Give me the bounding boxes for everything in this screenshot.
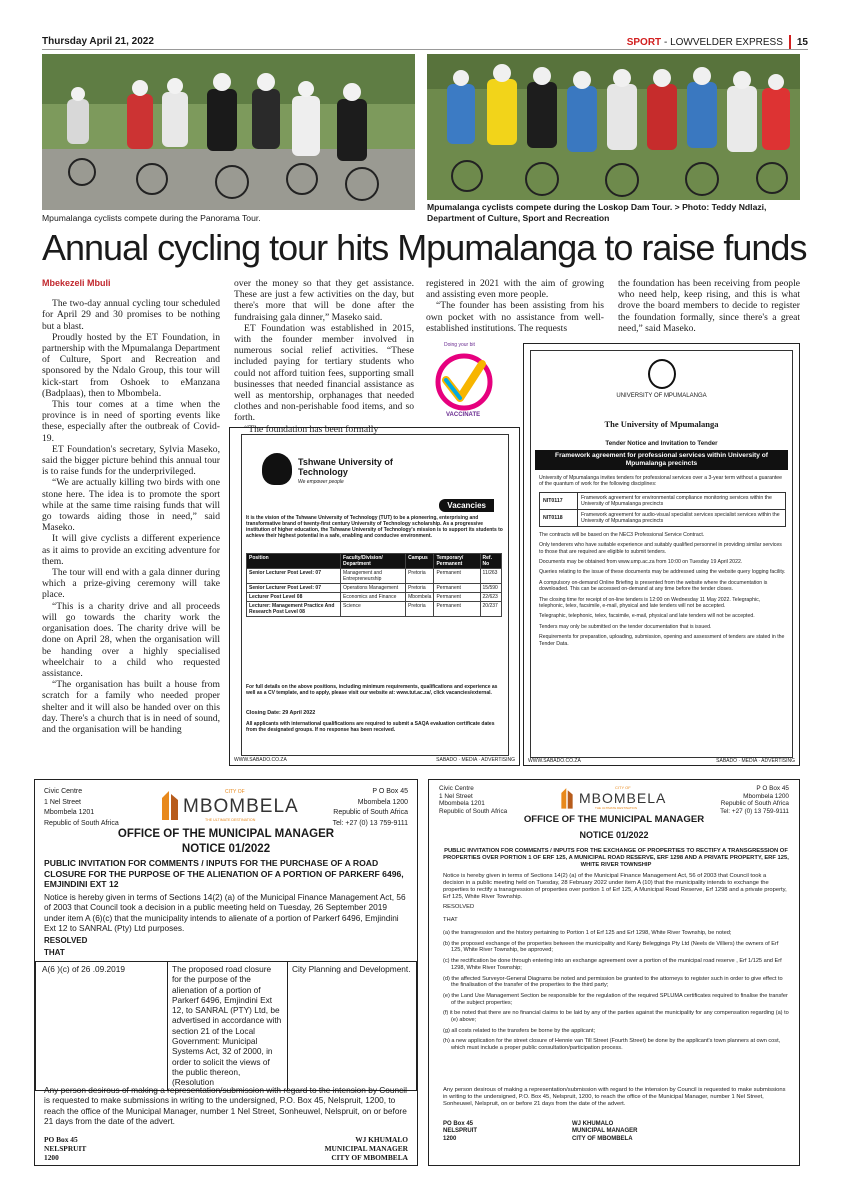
- mbombela-left-signature-address: [44, 1135, 86, 1162]
- ump-paragraph: A compulsory on-demand Online Briefing is presented from the website where the documentation is downloaded. This can be accessed on-demand at any time before the tender closes.: [539, 579, 768, 593]
- ump-banner: Framework agreement for professional services within University of Mpumalanga precincts: [535, 450, 788, 470]
- mbombela-right-body: Notice is hereby given in terms of Sections 14(2) (a) of the Municipal Finance Management Act, 56 of 2003 that Council took a decision in a public meeting held on Tuesday, 28 February 2022 under item A (10) that the municipality intends to exchange the properties to rectify a transgression of properties over portion 1 of Erf 125, A Municipal Road Reserve, Erf 1298 and a private property, Erf 125, White River Township.: [443, 873, 787, 900]
- photo-panorama-tour: [42, 54, 415, 210]
- ump-paragraph: Only tenderers who have suitable experience and suitably qualified personnel in providing similar services to those that are required are eligible to submit tenders.: [539, 542, 782, 555]
- mbombela-left-resolution-table: [35, 961, 417, 1091]
- mbombela-left-that: THAT: [44, 948, 65, 957]
- address-line: NELSPRUIT: [443, 1128, 478, 1135]
- tut-footer-website: WWW.SABADO.CO.ZA: [234, 757, 287, 763]
- tut-table-cell: 22/623: [480, 593, 501, 602]
- mbombela-right-that: THAT: [443, 917, 458, 923]
- tut-positions-table: [246, 553, 502, 617]
- photo-caption-left: Mpumalanga cyclists compete during the Panorama Tour.: [42, 213, 261, 223]
- ump-intro: University of Mpumalanga invites tenders for professional services over a 3-year term without a guarantee of the quantum of work for the following disciplines:: [539, 475, 783, 488]
- mbombela-right-closing: Any person desirous of making a representation/submission with regard to the intension by Council is requested to make submissions in writing to the undersigned, P.O. Box 45, Nelspruit, 1200, to reach the office of the Municipal Manager, number 1 Nel Street, Sonheuwel, Nelspruit, on or before 21 days from the date of the advert.: [443, 1087, 786, 1107]
- article-paragraph: “This is a charity drive and all proceeds will go towards the charity work the organisation does. The charity drive will be done on April 28, when the organisation will be handing over a highly specialised wheelchair to a child who requested assistance.: [42, 600, 220, 679]
- address-line: Republic of South Africa: [439, 807, 508, 815]
- photo-loskop-dam-tour: [427, 54, 800, 200]
- mbombela-right-signature-address: [443, 1121, 477, 1143]
- ump-paragraph: Telegraphic, telephonic, telex, facsimile, e-mail, physical and late tenders will not be accepted.: [539, 613, 755, 620]
- tut-table-cell: Lecturer: Management Practice And Research Post Level 08: [247, 602, 341, 617]
- vaccinate-top-text: Doing your bit: [444, 342, 475, 348]
- article-paragraph: It will give cyclists a different experience as it aims to provide an exciting adventure for them.: [42, 533, 220, 567]
- ump-tender-cell: Framework agreement for environmental compliance monitoring services within the University of Mpumalanga precincts: [578, 492, 786, 509]
- mbombela-logo-icon: [559, 786, 575, 810]
- article-paragraph: “The foundation has been formally: [244, 423, 379, 435]
- ump-tenders-table: [539, 492, 786, 527]
- mbombela-right-office: OFFICE OF THE MUNICIPAL MANAGER: [523, 814, 705, 825]
- mbombela-right-notice: NOTICE 01/2022: [579, 830, 649, 840]
- address-line: P O Box 45: [372, 788, 408, 795]
- tut-table-header: Campus: [406, 554, 434, 569]
- vaccinate-logo: [432, 342, 496, 422]
- ump-title: The University of Mpumalanga: [604, 419, 719, 429]
- ump-body: [539, 475, 786, 651]
- section-separator: -: [661, 36, 671, 48]
- mbombela-left-closing: Any person desirous of making a representation/submission with regard to the intension by Council is requested to make submissions in writing to the undersigned, P.O. Box 45, Nelspruit, 1200, to reach the office of the Municipal Manager, number 1 Nel Street, Sonheuwel, Nelspruit, on or before 21 days from the date of the advert.: [44, 1085, 407, 1127]
- address-line: Tel: +27 (0) 13 759-9111: [332, 819, 408, 827]
- address-line: 1200: [443, 1135, 457, 1142]
- tut-table-row: [247, 593, 502, 602]
- article-paragraph: ET Foundation's secretary, Sylvia Maseko, said the bigger picture behind this annual tour is to raise funds for the underprivileged.: [42, 443, 220, 478]
- resolution-list-item: (f) it be noted that there are no financial claims to be laid by any of the parties against the municipality for any compensation regarding (a) to (e) above;: [443, 1010, 789, 1024]
- article-paragraph: “The founder has been assisting from his own pocket with no assistance from well-established institutions. The requests: [426, 300, 604, 334]
- mbombela-notice-road-closure: [34, 779, 418, 1166]
- mbombela-logo-name: MBOMBELA: [579, 790, 667, 806]
- article-paragraph: The two-day annual cycling tour scheduled for April 29 and 30 promises to be nothing but a blast.: [42, 298, 220, 332]
- tut-table-cell: Permanent: [434, 593, 480, 602]
- resolution-list-item: (e) the Land Use Management Section be responsible for the regulation of the required SPLUMA certificates required to finalise the transfer of the subject properties;: [443, 992, 788, 1006]
- mbombela-logo-top: CITY OF: [225, 789, 245, 795]
- resolution-item: A(6 )(c) of 26 .09.2019: [36, 962, 168, 1091]
- tut-table-cell: Senior Lecturer Post Level: 07: [247, 584, 341, 593]
- article-paragraph: “The organisation has built a house from scratch for a family who needed proper shelter and it will also be handed over on this day. There's a church that is in need of sound, and the organisation will be handing: [42, 679, 220, 735]
- tut-note: All applicants with international qualifications are required to submit a SAQA evaluation certificate dates from the designated groups. If no response has been received.: [246, 721, 495, 733]
- mbombela-left-resolved: RESOLVED: [44, 936, 88, 945]
- ump-tender-cell: NIT0117: [540, 492, 578, 509]
- article-paragraph: ET Foundation was established in 2015, with the founder member involved in numerous social relief activities. “These included paying for tertiary students who could not afford tuition fees, supporting small businesses that needed financial assistance as well as mentorship, orphanages that needed clothes and non-perishable food items, and so forth.: [234, 322, 414, 424]
- tut-table-cell: Lecturer Post Level 08: [247, 593, 341, 602]
- article-column-1: [42, 278, 220, 735]
- article-paragraph: over the money so that they get assistance. These are just a few activities on the day, but there's more that will be done after the fundraising gala dinner,” Maseko said.: [234, 278, 414, 323]
- mbombela-left-office: OFFICE OF THE MUNICIPAL MANAGER: [117, 828, 335, 840]
- tut-vacancies-ad: [229, 427, 520, 766]
- address-line: WJ KHUMALO: [572, 1121, 614, 1127]
- tut-tagline: We empower people: [298, 479, 344, 485]
- tut-table-header: Faculty/Division/ Department: [341, 554, 406, 569]
- tut-table-header: Ref. No: [480, 554, 501, 569]
- resolution-list-item: (g) all costs related to the transfers be borne by the applicant;: [443, 1027, 596, 1034]
- tut-logo-icon: [262, 453, 292, 485]
- address-line: Civic Centre: [44, 788, 83, 795]
- mbombela-left-signature: [325, 1135, 408, 1162]
- address-line: PO Box 45: [44, 1135, 78, 1144]
- tut-footer-agency: SABADO · MEDIA · ADVERTISING: [436, 757, 515, 763]
- ump-paragraph: Queries relating to the issue of these documents may be addressed using the website query logging facility.: [539, 569, 786, 576]
- mbombela-logo-sub: THE ULTIMATE DESTINATION: [595, 806, 638, 810]
- ump-ad-inner: [530, 350, 793, 758]
- address-line: Mbombela 1200: [743, 792, 789, 800]
- tut-table-cell: Permanent: [434, 602, 480, 617]
- page-number: 15: [796, 36, 808, 48]
- ump-tender-row: [540, 509, 786, 526]
- article-column-3: [426, 278, 604, 334]
- mbombela-right-po-address: [720, 785, 789, 815]
- ump-paragraph: Requirements for preparation, uploading, submission, opening and assessment of tenders are stated in the Tender Data.: [539, 634, 785, 647]
- photo-caption-right: Mpumalanga cyclists compete during the Loskop Dam Tour. > Photo: Teddy Ndlazi, Department of Culture, Sport and Recreation: [427, 202, 767, 223]
- address-line: Mbombela 1200: [357, 798, 408, 806]
- mbombela-left-logo: [153, 786, 303, 826]
- ump-paragraph: The closing time for receipt of on-line tenders is 12:00 on Wednesday 11 May 2022. Telegraphic, telephonic, telex, facsimile, e-mail, physical and late tenders will not be accepted.: [539, 596, 761, 610]
- ump-tender-cell: Framework agreement for audio-visual specialist services specialist services within the University of Mpumalanga precincts: [578, 509, 786, 526]
- tut-table-cell: Pretoria: [406, 584, 434, 593]
- article-paragraph: registered in 2021 with the aim of growing and assisting even more people.: [426, 278, 604, 301]
- section-name: SPORT: [626, 36, 662, 48]
- tut-table-cell: 20/237: [480, 602, 501, 617]
- ump-footer-website: WWW.SABADO.CO.ZA: [528, 758, 581, 764]
- resolution-list-item: (h) a new application for the street closure of Hennie van Till Street (Fourth Street) be done by the applicant's town planners at own cost, which must include a proper public consultation/participation process.: [443, 1038, 781, 1052]
- mbombela-left-subject: PUBLIC INVITATION FOR COMMENTS / INPUTS FOR THE PURCHASE OF A ROAD CLOSURE FOR THE PURPOSE OF THE ALIENATION OF A PORTION OF PARKERF 6496, EMJINDINI EXT 12: [44, 858, 404, 890]
- article-column-4: [618, 278, 800, 334]
- address-line: NELSPRUIT: [44, 1144, 87, 1153]
- header-rule: [42, 49, 808, 50]
- address-line: Tel: +27 (0) 13 759-9111: [720, 807, 789, 815]
- address-line: P O Box 45: [756, 785, 789, 792]
- article-paragraph: This tour comes at a time when the province is in need of sporting events like these, especially after the outbreak of Covid-19.: [42, 399, 220, 444]
- resolution-list-item: (c) the rectification be done through entering into an exchange agreement over a portion of the municipal road reserve , Erf 1/125 and Erf 1298, White River Township;: [443, 958, 782, 971]
- address-line: 1 Nel Street: [439, 792, 473, 800]
- ump-tender-ad: [523, 343, 800, 766]
- tut-table-cell: Permanent: [434, 569, 480, 584]
- tut-table-cell: Operations Management: [341, 584, 406, 593]
- paper-name: LOWVELDER EXPRESS: [670, 36, 783, 48]
- article-paragraph: Proudly hosted by the ET Foundation, in partnership with the Mpumalanga Department of Culture, Sport and Recreation and sponsored by the Ndalo Group, this tour will kick-start from Oshoek to eManzana (Badplaas), then to Mbombela.: [42, 331, 220, 399]
- mbombela-left-address: [44, 787, 119, 829]
- tut-table-header: Temporary/ Permanent: [434, 554, 480, 569]
- ump-paragraph: Tenders may only be submitted on the tender documentation that is issued.: [539, 623, 712, 630]
- address-line: Mbombela 1201: [439, 800, 485, 808]
- address-line: Republic of South Africa: [720, 800, 789, 808]
- tut-table-cell: Senior Lecturer Post Level: 07: [247, 569, 341, 584]
- address-line: Republic of South Africa: [44, 819, 119, 827]
- ump-ad-footer: [528, 758, 795, 764]
- tut-table-row: [247, 584, 502, 593]
- issue-date: Thursday April 21, 2022: [42, 36, 154, 47]
- mbombela-right-subject: PUBLIC INVITATION FOR COMMENTS / INPUTS FOR THE EXCHANGE OF PROPERTIES TO RECTIFY A TRANSGRESSION OF PROPERTIES OVER PORTION 1 OF ERF 125, A MUNICIPAL ROAD RESERVE, ERF 1298 AND A PRIVATE PROPERTY, ERF 125, WHITE RIVER TOWNSHIP: [443, 848, 789, 868]
- article-paragraph: The tour will end with a gala dinner during which a prize-giving ceremony will take place.: [42, 567, 220, 601]
- tut-table-header: Position: [247, 554, 341, 569]
- mbombela-left-po-address: [333, 787, 408, 829]
- address-line: 1200: [44, 1153, 59, 1162]
- tut-table-row: [247, 602, 502, 617]
- tut-vacancies-banner: Vacancies: [439, 499, 494, 512]
- mbombela-right-address: [439, 785, 507, 815]
- mbombela-left-notice: NOTICE 01/2022: [181, 843, 271, 855]
- tut-table-cell: 15/590: [480, 584, 501, 593]
- tut-ad-footer: [234, 757, 515, 763]
- ump-tender-cell: NIT0118: [540, 509, 578, 526]
- mbombela-notice-property-exchange: [428, 779, 800, 1166]
- ump-name: UNIVERSITY OF MPUMALANGA: [616, 393, 707, 399]
- mbombela-right-resolution-list: [443, 930, 789, 1056]
- tut-name: Tshwane University of Technology: [298, 457, 393, 477]
- ump-crest-icon: [648, 359, 676, 389]
- resolution-list-item: (a) the transgression and the history pertaining to Portion 1 of Erf 125 and Erf 1298, White River Township, be noted;: [443, 930, 732, 936]
- mbombela-right-resolved: RESOLVED: [443, 904, 475, 910]
- tut-table-cell: Mbombela: [406, 593, 434, 602]
- mbombela-logo-icon: [159, 788, 181, 822]
- article-paragraph: “We are actually killing two birds with one stone here. The idea is to promote the sport while at the same time raising funds that will go towards aiding those in need,” said Maseko.: [42, 477, 220, 534]
- mbombela-logo-sub: THE ULTIMATE DESTINATION: [205, 818, 256, 822]
- article-paragraph: the foundation has been receiving from people who need help, keep rising, and this is what drove the board members to decide to register the foundation formally, since there's a great need,” said Maseko.: [618, 278, 800, 334]
- address-line: MUNICIPAL MANAGER: [572, 1128, 638, 1135]
- header-divider: [789, 35, 791, 49]
- tut-table-cell: Pretoria: [406, 569, 434, 584]
- ump-paragraph: Documents may be obtained from www.ump.ac.za from 10:00 on Tuesday 19 April 2022.: [539, 559, 743, 566]
- article-headline: Annual cycling tour hits Mpumalanga to raise funds: [42, 227, 807, 268]
- article-column-2: [234, 278, 414, 435]
- tut-intro: It is the vision of the Tshwane University of Technology (TUT) to be a pioneering, enterprising and transformative brand of twenty-first century University of Technology scholarship. As a progressive institution of higher education, the Tshwane University of Technology's mission is to support its students to achieve their highest potential in a safe, enabling and conducive environment.: [246, 515, 503, 539]
- ump-footer-agency: SABADO · MEDIA · ADVERTISING: [716, 758, 795, 764]
- address-line: PO Box 45: [443, 1121, 474, 1127]
- tut-details: For full details on the above positions, including minimum requirements, qualifications and experience as well as a CV template, and to apply, please visit our website at: www.tut.ac.za/, click vacancies/external.: [246, 684, 498, 696]
- resolution-list-item: (b) the proposed exchange of the properties between the municipality and Kanjy Beleggings Pty Ltd (Neels de Villiers) the owners of Erf 125, White River Township, be approved;: [443, 940, 779, 954]
- ump-notice: Tender Notice and Invitation to Tender: [605, 440, 718, 447]
- article-byline: Mbekezeli Mbuli: [42, 278, 111, 288]
- address-line: CITY OF MBOMBELA: [331, 1153, 408, 1162]
- tut-table-cell: Pretoria: [406, 602, 434, 617]
- tut-table-cell: Permanent: [434, 584, 480, 593]
- tut-ad-inner: [241, 434, 509, 756]
- tut-table-cell: 11/263: [480, 569, 501, 584]
- address-line: 1 Nel Street: [44, 798, 81, 806]
- tut-closing-date: Closing Date: 29 April 2022: [246, 710, 316, 716]
- address-line: Mbombela 1201: [44, 809, 95, 816]
- address-line: WJ KHUMALO: [355, 1135, 408, 1144]
- ump-tender-row: [540, 492, 786, 509]
- mbombela-right-logo: [555, 784, 685, 812]
- tut-table-cell: Management and Entrepreneurship: [341, 569, 406, 584]
- address-line: Civic Centre: [439, 785, 474, 792]
- address-line: CITY OF MBOMBELA: [572, 1135, 633, 1142]
- resolution-text: The proposed road closure for the purpose of the alienation of a portion of Parkerf 6496, Emjindini Ext 12, to SANRAL (PTY) Ltd, be advertised in accordance with section 21 of the Local Government: Municipal Systems Act, 32 of 2000, in order to solicit the views of the public thereon, (Resolution: [168, 962, 288, 1091]
- tut-table-cell: Science: [341, 602, 406, 617]
- mbombela-right-signature: [572, 1121, 637, 1143]
- mbombela-logo-name: MBOMBELA: [183, 796, 299, 817]
- address-line: MUNICIPAL MANAGER: [324, 1144, 408, 1153]
- ump-paragraph: The contracts will be based on the NEC3 Professional Service Contract.: [539, 531, 705, 538]
- tut-table-row: [247, 569, 502, 584]
- vaccinate-bottom-text: VACCINATE: [446, 412, 481, 418]
- mbombela-left-body: Notice is hereby given in terms of Sections 14(2) (a) of the Municipal Finance Management Act, 56 of 2003 that Council took a decision in a public meeting held on Tuesday, 26 September 2019 under item A (6)(c) that the municipality intends to alienate of a portion of Parkerf 6496, Emjindini Ext 12 to SANRAL (Pty) Ltd purposes.: [44, 892, 406, 934]
- address-line: Republic of South Africa: [333, 809, 408, 816]
- tut-table-cell: Economics and Finance: [341, 593, 406, 602]
- mbombela-logo-top: CITY OF: [615, 785, 631, 790]
- section-header: [627, 35, 808, 49]
- resolution-list-item: (d) the affected Surveyor-General Diagrams be noted and permission be granted to the attorneys to register such in order to give effect to the finalisation of the transfer of the properties to the third party;: [443, 975, 783, 989]
- resolution-committee: City Planning and Development.: [288, 962, 417, 1091]
